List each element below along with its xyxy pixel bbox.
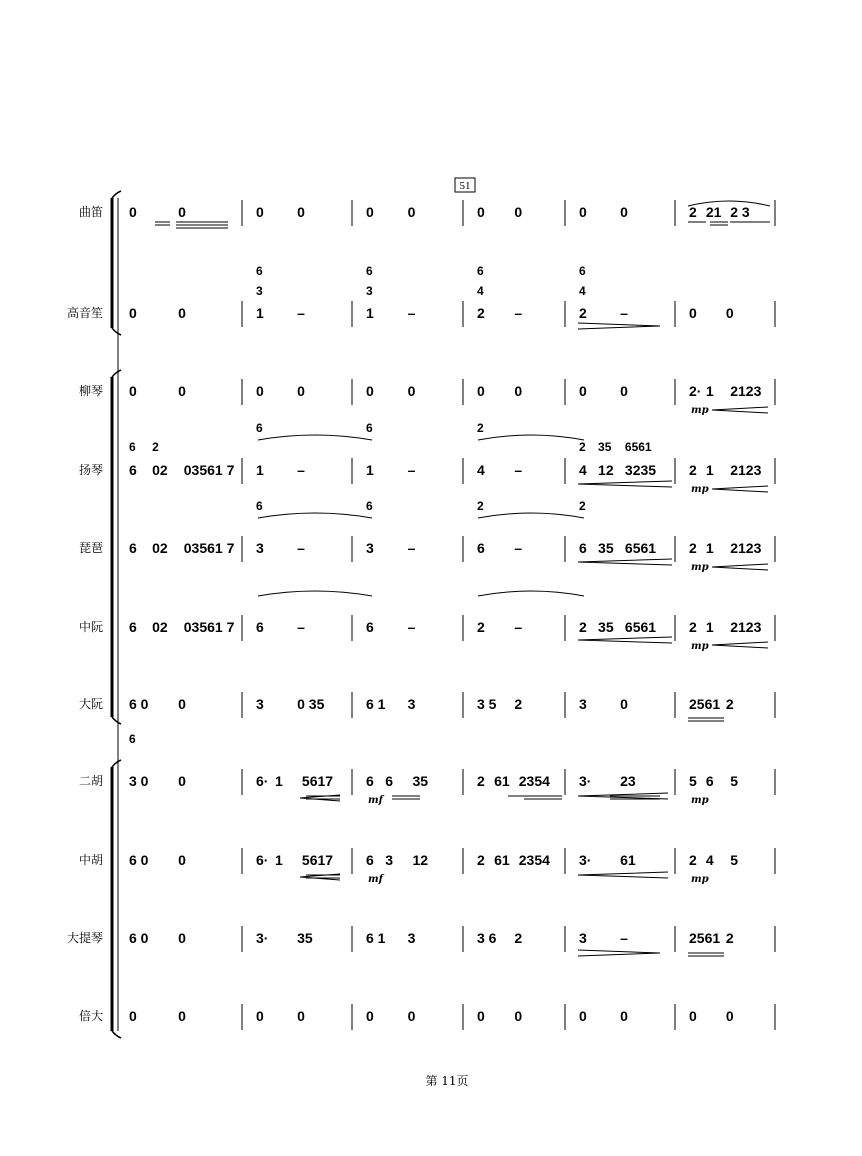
hairpin: [712, 642, 768, 648]
note: 6: [477, 540, 485, 556]
instrument-label: 柳琴: [78, 384, 103, 398]
chord-note: 6: [256, 421, 263, 435]
slur: [258, 435, 372, 440]
instrument-label: 曲笛: [78, 205, 103, 219]
note: 12: [598, 462, 614, 478]
note: 3: [256, 696, 264, 712]
note: 0: [178, 305, 186, 321]
note: 1: [275, 773, 283, 789]
note: 0: [256, 204, 264, 220]
note: 0: [178, 773, 186, 789]
note: 0: [514, 204, 523, 220]
note: 5: [730, 773, 739, 789]
instrument-label: 中胡: [78, 853, 103, 867]
note: 3·: [579, 852, 592, 868]
note: 12: [412, 852, 429, 868]
note: –: [407, 305, 416, 321]
note: 3 6: [477, 930, 497, 946]
note: 1: [256, 462, 264, 478]
note: 4: [579, 462, 587, 478]
chord-note: 2: [579, 499, 586, 513]
staff-row: [67, 926, 775, 952]
note: –: [407, 462, 416, 478]
note: 0: [297, 1008, 305, 1024]
staff-row: [79, 379, 775, 416]
group-bracket-plucked: [112, 370, 121, 724]
note: 2: [477, 852, 485, 868]
note: 2123: [730, 462, 762, 478]
note: 0: [366, 204, 374, 220]
instrument-label: 扬琴: [78, 463, 103, 477]
chord-note: 4: [579, 284, 586, 298]
note: 0: [514, 383, 523, 399]
note: 6: [129, 462, 137, 478]
note: 0: [178, 204, 186, 220]
note: 02: [152, 540, 168, 556]
instrument-label: 大阮: [78, 697, 103, 711]
note: 1: [256, 305, 264, 321]
note: 6: [366, 773, 374, 789]
dynamic-mark: mp: [691, 562, 709, 573]
note: 1: [366, 462, 374, 478]
note: 1: [705, 619, 714, 635]
note: 0: [689, 1008, 697, 1024]
slur: [478, 513, 584, 518]
staff-row: [79, 732, 775, 806]
hairpin: [578, 323, 660, 329]
note: 3 5: [477, 696, 497, 712]
note: 3: [579, 696, 587, 712]
note: 2123: [730, 540, 762, 556]
note: 2 3: [730, 204, 750, 220]
note: 2: [689, 619, 697, 635]
note: 0: [366, 1008, 374, 1024]
hairpin: [712, 564, 768, 570]
instrument-label: 高音笙: [66, 306, 103, 320]
note: 0: [620, 204, 628, 220]
note: 0: [178, 852, 186, 868]
note: 6: [705, 773, 714, 789]
note: 1: [275, 852, 283, 868]
note: 2·: [689, 383, 702, 399]
hairpin: [578, 872, 668, 878]
note: 0: [579, 383, 587, 399]
note: 2561: [689, 696, 721, 712]
hairpin: [578, 559, 672, 565]
hairpin: [712, 486, 768, 492]
note: 0: [256, 1008, 264, 1024]
slur: [258, 591, 372, 596]
note: 3: [385, 852, 394, 868]
note: –: [297, 619, 305, 635]
note: 02: [152, 462, 168, 478]
staff-row: [79, 1004, 775, 1030]
note: 2: [477, 773, 485, 789]
instrument-label: 大提琴: [66, 931, 103, 945]
note: 0: [477, 204, 485, 220]
chord-note: 3: [366, 284, 373, 298]
note: 61: [494, 773, 510, 789]
note: 6 0: [129, 930, 149, 946]
note: 1: [705, 462, 714, 478]
note: 5: [730, 852, 739, 868]
page-footer: 第 11页: [425, 1074, 469, 1088]
note: 0: [178, 696, 186, 712]
note: 2123: [730, 619, 762, 635]
note: 61: [494, 852, 510, 868]
staff-row: [67, 264, 775, 327]
note: 03561 7: [183, 462, 235, 478]
slur: [258, 513, 372, 518]
chord-note: 2: [152, 440, 159, 454]
note: 0: [407, 1008, 416, 1024]
note: –: [620, 305, 628, 321]
note: 0: [407, 383, 416, 399]
note: 3: [366, 540, 374, 556]
note: 6: [256, 619, 264, 635]
note: 1: [366, 305, 374, 321]
note: 2: [579, 305, 587, 321]
note: 2123: [730, 383, 762, 399]
chord-note: 6: [256, 264, 263, 278]
note: 3: [407, 696, 416, 712]
chord-note: 6: [256, 499, 263, 513]
instrument-label: 倍大: [78, 1009, 103, 1023]
note: 0: [477, 383, 485, 399]
note: –: [297, 540, 305, 556]
chord-note: 6561: [624, 440, 652, 454]
note: 35: [598, 619, 614, 635]
chord-note: 6: [579, 264, 586, 278]
note: 0: [129, 305, 137, 321]
dynamic-mark: mp: [691, 484, 709, 495]
note: 2: [477, 619, 485, 635]
chord-note: 4: [477, 284, 484, 298]
note: 5617: [301, 773, 334, 789]
note: 2: [689, 852, 697, 868]
note: 4: [705, 852, 714, 868]
note: 0: [477, 1008, 485, 1024]
instrument-label: 中阮: [78, 620, 103, 634]
note: 3: [256, 540, 264, 556]
note: 35: [297, 930, 313, 946]
chord-note: 6: [129, 732, 136, 746]
note: 6561: [624, 540, 657, 556]
note: 2: [689, 204, 697, 220]
note: 0: [178, 383, 186, 399]
note: 6561: [624, 619, 657, 635]
note: 6: [366, 619, 374, 635]
note: 23: [620, 773, 636, 789]
note: 0: [579, 204, 587, 220]
hairpin: [578, 950, 660, 956]
note: 0: [297, 204, 305, 220]
dynamic-mark: mp: [691, 405, 709, 416]
note: 6: [129, 619, 137, 635]
chord-note: 35: [598, 440, 612, 454]
note: 3235: [624, 462, 657, 478]
note: 0: [178, 930, 186, 946]
note: 5: [689, 773, 697, 789]
note: 0: [689, 305, 697, 321]
note: 2: [689, 462, 697, 478]
dynamic-mark: mp: [691, 795, 709, 806]
chord-note: 2: [579, 440, 586, 454]
note: 2: [579, 619, 587, 635]
note: –: [514, 619, 523, 635]
note: –: [297, 305, 305, 321]
chord-note: 6: [366, 499, 373, 513]
slur: [478, 591, 584, 596]
note: 6 0: [129, 696, 149, 712]
note: 4: [477, 462, 485, 478]
dynamic-mark: mp: [691, 874, 709, 885]
note: 6: [129, 540, 137, 556]
note: –: [514, 462, 523, 478]
note: 0: [725, 1008, 734, 1024]
dynamic-mark: mp: [691, 641, 709, 652]
note: 2354: [518, 773, 550, 789]
chord-note: 6: [477, 264, 484, 278]
note: 02: [152, 619, 168, 635]
note: 0: [178, 1008, 186, 1024]
note: 0: [514, 1008, 523, 1024]
note: 3: [407, 930, 416, 946]
dynamic-mark: mf: [368, 795, 383, 806]
note: 0: [129, 1008, 137, 1024]
note: 6 1: [366, 696, 386, 712]
note: 2354: [518, 852, 550, 868]
note: 3 0: [129, 773, 149, 789]
note: 0: [725, 305, 734, 321]
note: 3: [579, 930, 587, 946]
note: 03561 7: [183, 619, 235, 635]
note: 0: [129, 383, 137, 399]
hairpin: [578, 637, 672, 643]
note: –: [514, 540, 523, 556]
note: 2561: [689, 930, 721, 946]
slur: [688, 201, 770, 206]
chord-note: 6: [366, 264, 373, 278]
chord-note: 6: [129, 440, 136, 454]
note: 2: [514, 930, 523, 946]
note: –: [620, 930, 628, 946]
note: 0: [366, 383, 374, 399]
note: 6 1: [366, 930, 386, 946]
hairpin: [578, 481, 672, 487]
note: 6·: [256, 773, 269, 789]
dynamic-mark: mf: [368, 874, 383, 885]
note: 0: [407, 204, 416, 220]
staff-row: [79, 421, 775, 495]
note: 1: [705, 540, 714, 556]
note: 3·: [256, 930, 269, 946]
chord-note: 6: [366, 421, 373, 435]
note: 0: [620, 383, 628, 399]
instrument-label: 琵琶: [78, 541, 103, 555]
note: 0: [129, 204, 137, 220]
slur: [478, 435, 584, 440]
note: 35: [598, 540, 614, 556]
note: –: [407, 540, 416, 556]
note: 2: [689, 540, 697, 556]
group-bracket-winds: [112, 191, 121, 335]
note: 5617: [301, 852, 334, 868]
staff-row: [79, 615, 775, 652]
note: 2: [477, 305, 485, 321]
note: 0: [297, 383, 305, 399]
note: 0 35: [297, 696, 325, 712]
instrument-label: 二胡: [78, 774, 103, 788]
note: 6: [579, 540, 587, 556]
chord-note: 3: [256, 284, 263, 298]
note: 6: [366, 852, 374, 868]
note: 2: [725, 930, 734, 946]
note: 0: [256, 383, 264, 399]
note: 0: [620, 1008, 628, 1024]
note: 35: [412, 773, 429, 789]
note: 21: [705, 204, 722, 220]
note: 6·: [256, 852, 269, 868]
staff-row: [79, 692, 775, 718]
note: 6: [385, 773, 394, 789]
staff-row: [79, 848, 775, 885]
hairpin: [712, 407, 768, 413]
chord-note: 2: [477, 421, 484, 435]
note: 6 0: [129, 852, 149, 868]
note: –: [297, 462, 305, 478]
chord-note: 2: [477, 499, 484, 513]
group-bracket-bowed: [112, 760, 121, 1038]
note: –: [514, 305, 523, 321]
rehearsal-mark: 51: [459, 180, 471, 192]
note: 1: [705, 383, 714, 399]
note: 61: [620, 852, 636, 868]
note: –: [407, 619, 416, 635]
note: 3·: [579, 773, 592, 789]
note: 2: [725, 696, 734, 712]
note: 03561 7: [183, 540, 235, 556]
staff-row: [79, 499, 775, 573]
note: 0: [579, 1008, 587, 1024]
note: 0: [620, 696, 628, 712]
note: 2: [514, 696, 523, 712]
